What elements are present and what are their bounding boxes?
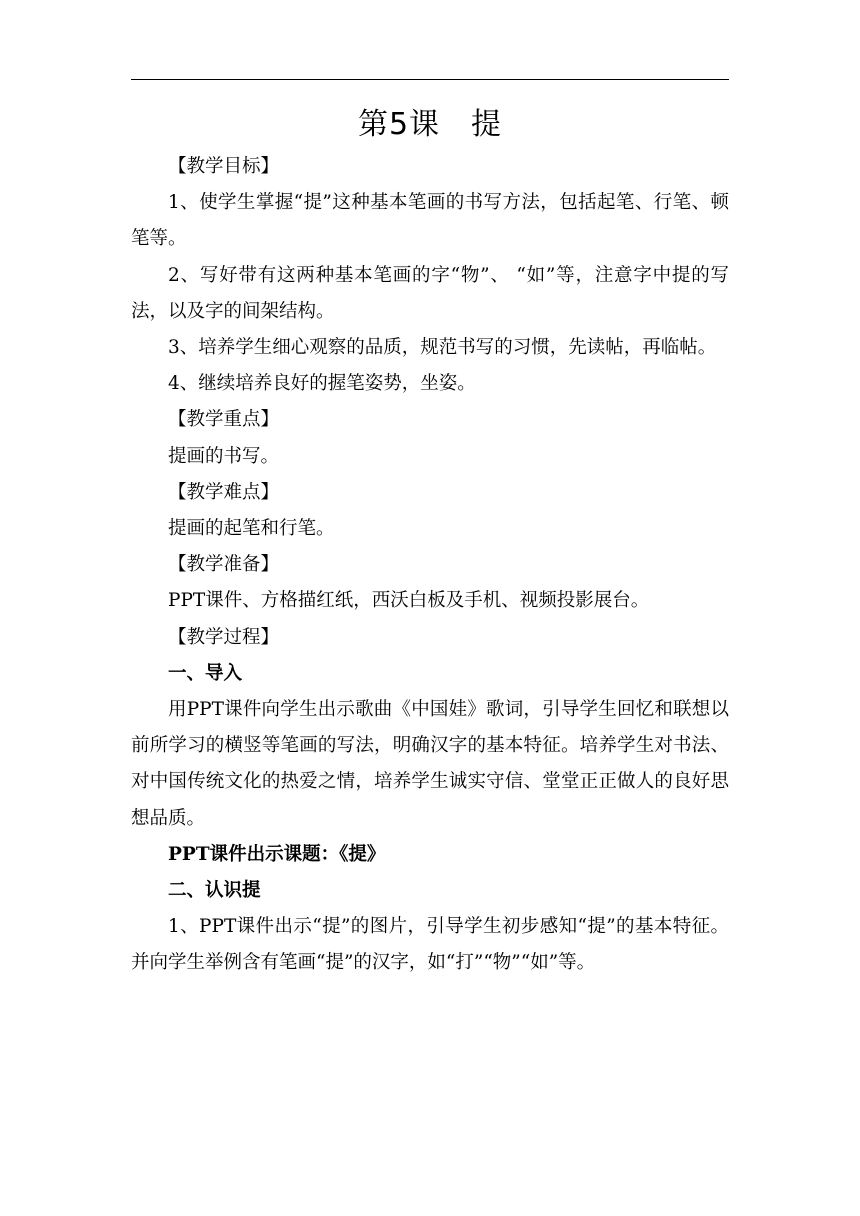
heading-objectives: 【教学目标】 — [168, 156, 280, 177]
preparation-text: PPT课件、方格描红纸，西沃白板及手机、视频投影展台。 — [168, 590, 650, 612]
objective-1: 1、使学生掌握“提”这种基本笔画的书写方法，包括起笔、行笔、顿笔等。 — [131, 192, 729, 250]
key-point-text: 提画的书写。 — [168, 445, 280, 467]
objective-4: 4、继续培养良好的握笔姿势，坐姿。 — [168, 373, 476, 395]
heading-difficulties: 【教学难点】 — [168, 481, 280, 503]
intro-paragraph: 用PPT课件向学生出示歌曲《中国娃》歌词，引导学生回忆和联想以前所学习的横竖等笔画的写法，明确汉字的基本特征。培养学生对书法、对中国传统文化的热爱之情，培养学生诚实守信、堂堂正正做人的良好思想品质。 — [131, 699, 729, 829]
heading-preparation: 【教学准备】 — [168, 554, 280, 576]
header-rule — [131, 79, 729, 80]
page-title: 第5课 提 — [357, 107, 503, 142]
difficulty-text: 提画的起笔和行笔。 — [168, 518, 335, 540]
ppt-topic-line: PPT课件出示课题：《提》 — [168, 843, 386, 865]
heading-key-points: 【教学重点】 — [168, 409, 280, 431]
section-intro-heading: 一、导入 — [168, 662, 243, 684]
recognize-paragraph: 1、PPT课件出示“提”的图片，引导学生初步感知“提”的基本特征。并向学生举例含有笔画“提”的汉字，如“打”“物”“如”等。 — [131, 916, 729, 974]
objective-3: 3、培养学生细心观察的品质，规范书写的习惯，先读帖，再临帖。 — [168, 337, 717, 359]
document-body — [131, 149, 729, 982]
heading-process: 【教学过程】 — [168, 626, 280, 648]
section-recognize-heading: 二、认识提 — [168, 880, 261, 902]
objective-2: 2、写好带有这两种基本笔画的字“物”、 “如”等，注意字中提的写法，以及字的间架结构。 — [131, 264, 729, 322]
